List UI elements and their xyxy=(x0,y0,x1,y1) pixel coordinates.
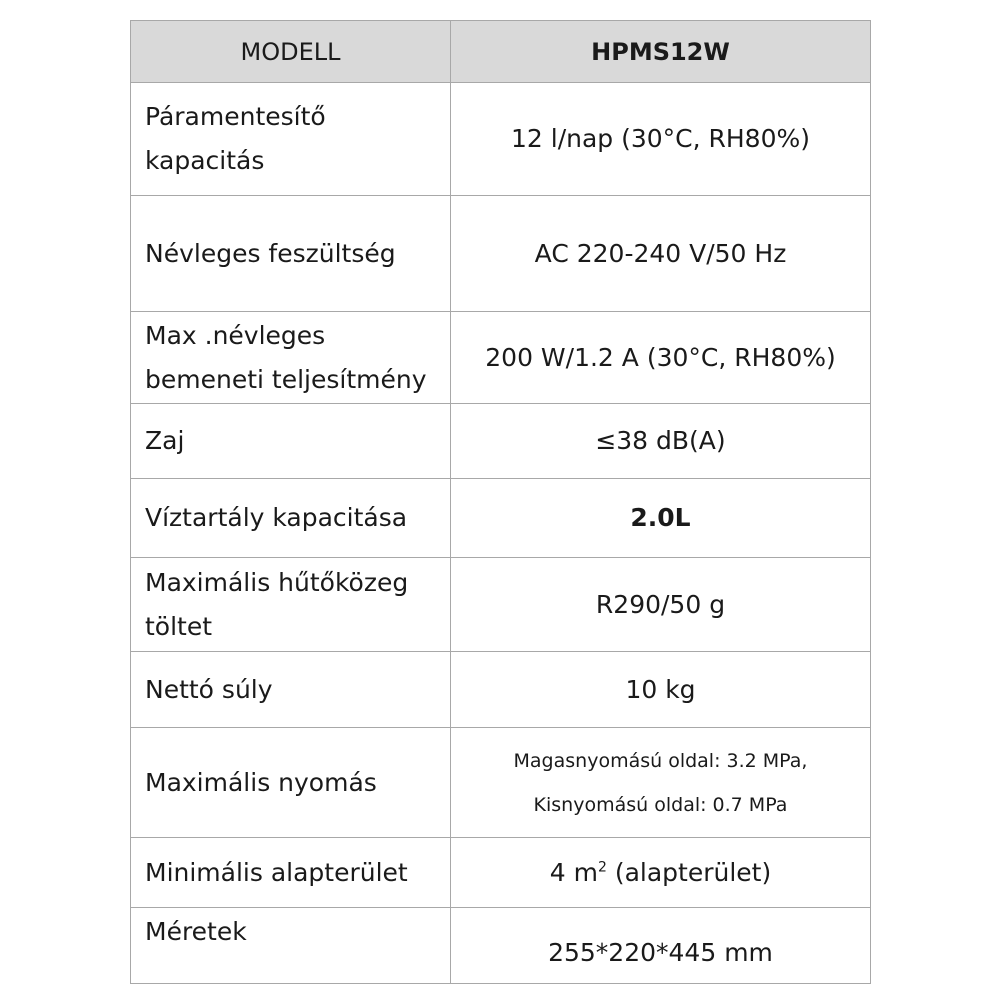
spec-table xyxy=(130,20,871,984)
table-row xyxy=(131,838,871,908)
pressure-high: Magasnyomású oldal: 3.2 MPa, xyxy=(513,749,808,772)
row-label: Zaj xyxy=(131,404,451,479)
table-row xyxy=(131,908,871,984)
table-row xyxy=(131,558,871,652)
row-value: AC 220-240 V/50 Hz xyxy=(451,196,871,312)
table-row xyxy=(131,404,871,479)
row-label: Méretek xyxy=(131,908,451,984)
table-row xyxy=(131,728,871,838)
row-label: Maximális nyomás xyxy=(131,728,451,838)
header-model: HPMS12W xyxy=(451,21,871,83)
row-label: Nettó súly xyxy=(131,652,451,728)
pressure-low: Kisnyomású oldal: 0.7 MPa xyxy=(533,793,788,816)
row-value: ≤38 dB(A) xyxy=(451,404,871,479)
row-label: Maximális hűtőközeg töltet xyxy=(131,558,451,652)
row-label: Víztartály kapacitása xyxy=(131,479,451,558)
table-header-row xyxy=(131,21,871,83)
row-label: Páramentesítő kapacitás xyxy=(131,83,451,196)
area-value: 4 m xyxy=(549,857,598,887)
row-label: Max .névleges bemeneti teljesítmény xyxy=(131,312,451,404)
row-value: 200 W/1.2 A (30°C, RH80%) xyxy=(451,312,871,404)
area-superscript: 2 xyxy=(597,859,607,876)
table-row xyxy=(131,312,871,404)
row-value: 10 kg xyxy=(451,652,871,728)
table-row xyxy=(131,196,871,312)
row-value: 12 l/nap (30°C, RH80%) xyxy=(451,83,871,196)
row-value: 255*220*445 mm xyxy=(451,908,871,984)
table-row xyxy=(131,479,871,558)
table-row xyxy=(131,652,871,728)
row-value xyxy=(451,838,871,908)
row-label: Névleges feszültség xyxy=(131,196,451,312)
row-value: 2.0L xyxy=(451,479,871,558)
row-value: R290/50 g xyxy=(451,558,871,652)
area-unit: (alapterület) xyxy=(606,857,772,887)
header-label: MODELL xyxy=(131,21,451,83)
table-row xyxy=(131,83,871,196)
row-label: Minimális alapterület xyxy=(131,838,451,908)
row-value xyxy=(451,728,871,838)
